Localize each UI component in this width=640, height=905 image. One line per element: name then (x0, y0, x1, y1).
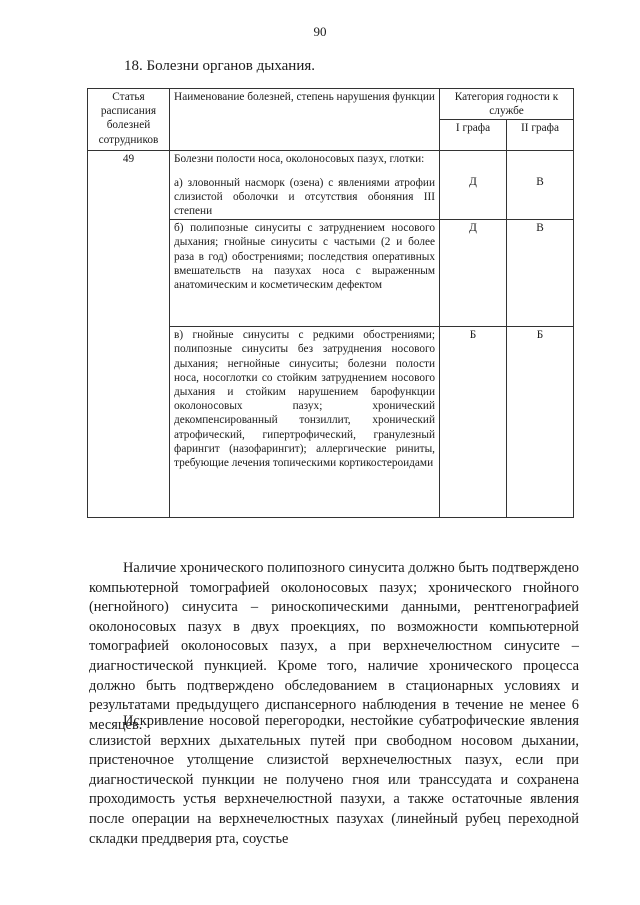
graph-1-value (440, 151, 507, 220)
body-paragraph: Наличие хронического полипозного синусита должно быть подтверждено компьютерной томографией околоносовых пазух; хронического гнойного (негнойного) синусита – риноскопическими данными, рентгенографией околоносовых пазух в двух проекциях, по возможности компьютерной томографией околоносовых пазух, а при верхнечелюстном синусите – диагностической пункцией. Кроме того, наличие хронического процесса должно быть подтверждено обследованием в стационарных условиях и результатами предыдущего диспансерного наблюдения в течение не менее 6 месяцев. (89, 560, 579, 733)
disease-cell (170, 220, 440, 327)
graph-1-value: Д (440, 220, 507, 327)
graph-2-value: Б (507, 327, 574, 518)
graph-2-letter: В (536, 176, 544, 189)
graph-2-value: В (507, 220, 574, 327)
disease-group-title: Болезни полости носа, околоносовых пазух, глотки: (174, 153, 425, 166)
header-disease-name: Наименование болезней, степень нарушения функции (170, 89, 440, 151)
header-article: Статья расписания болезней сотрудников (88, 89, 170, 151)
disease-item-text: в) гнойные синуситы с редкими обострениями; полипозные синуситы без затруднения носового дыхания; негнойные синуситы; болезни полости носа, носоглотки со стойким затруднением носового дыхания и стойким нарушением барофункции околоносовых пазух; хронический декомпенсированный тонзиллит, хронический атрофический, гипертрофический, гранулезный фарингит (назофарингит); аллергические риниты, требующие лечения топическими кортикостероидами (174, 329, 435, 470)
article-number: 49 (88, 151, 170, 518)
section-title: 18. Болезни органов дыхания. (124, 58, 316, 74)
graph-1-letter: Д (469, 176, 477, 189)
disease-cell (170, 327, 440, 518)
page-number: 90 (313, 24, 327, 39)
body-paragraph: Искривление носовой перегородки, нестойкие субатрофические явления слизистой верхних дыхательных путей при свободном носовом дыхании, пристеночное утолщение слизистой верхнечелюстных пазух, если при диагностической пункции не получено гноя или транссудата и сохранена проходимость устья верхнечелюстной пазухи, а также остаточные явления после операции на верхнечелюстных пазухах (линейный рубец переходной складки преддверия рта, соустье (89, 713, 579, 847)
graph-1-value: Б (440, 327, 507, 518)
table-row (88, 151, 574, 220)
header-graph-1: I графа (440, 120, 507, 151)
header-fitness-category: Категория годности к службе (440, 89, 574, 120)
disease-item-text: а) зловонный насморк (озена) с явлениями атрофии слизистой оболочки и отсутствия обоняния III степени (174, 176, 435, 218)
disease-item-text: б) полипозные синуситы с затруднением носового дыхания; гнойные синуситы с частыми (2 и более раза в год) обострениями; последствия оперативных вмешательств на пазухах носа с выраженным анатомическим и косметическим дефектом (174, 222, 435, 292)
header-graph-2: II графа (507, 120, 574, 151)
graph-2-value (507, 151, 574, 220)
disease-table (87, 88, 574, 518)
disease-cell (170, 151, 440, 220)
